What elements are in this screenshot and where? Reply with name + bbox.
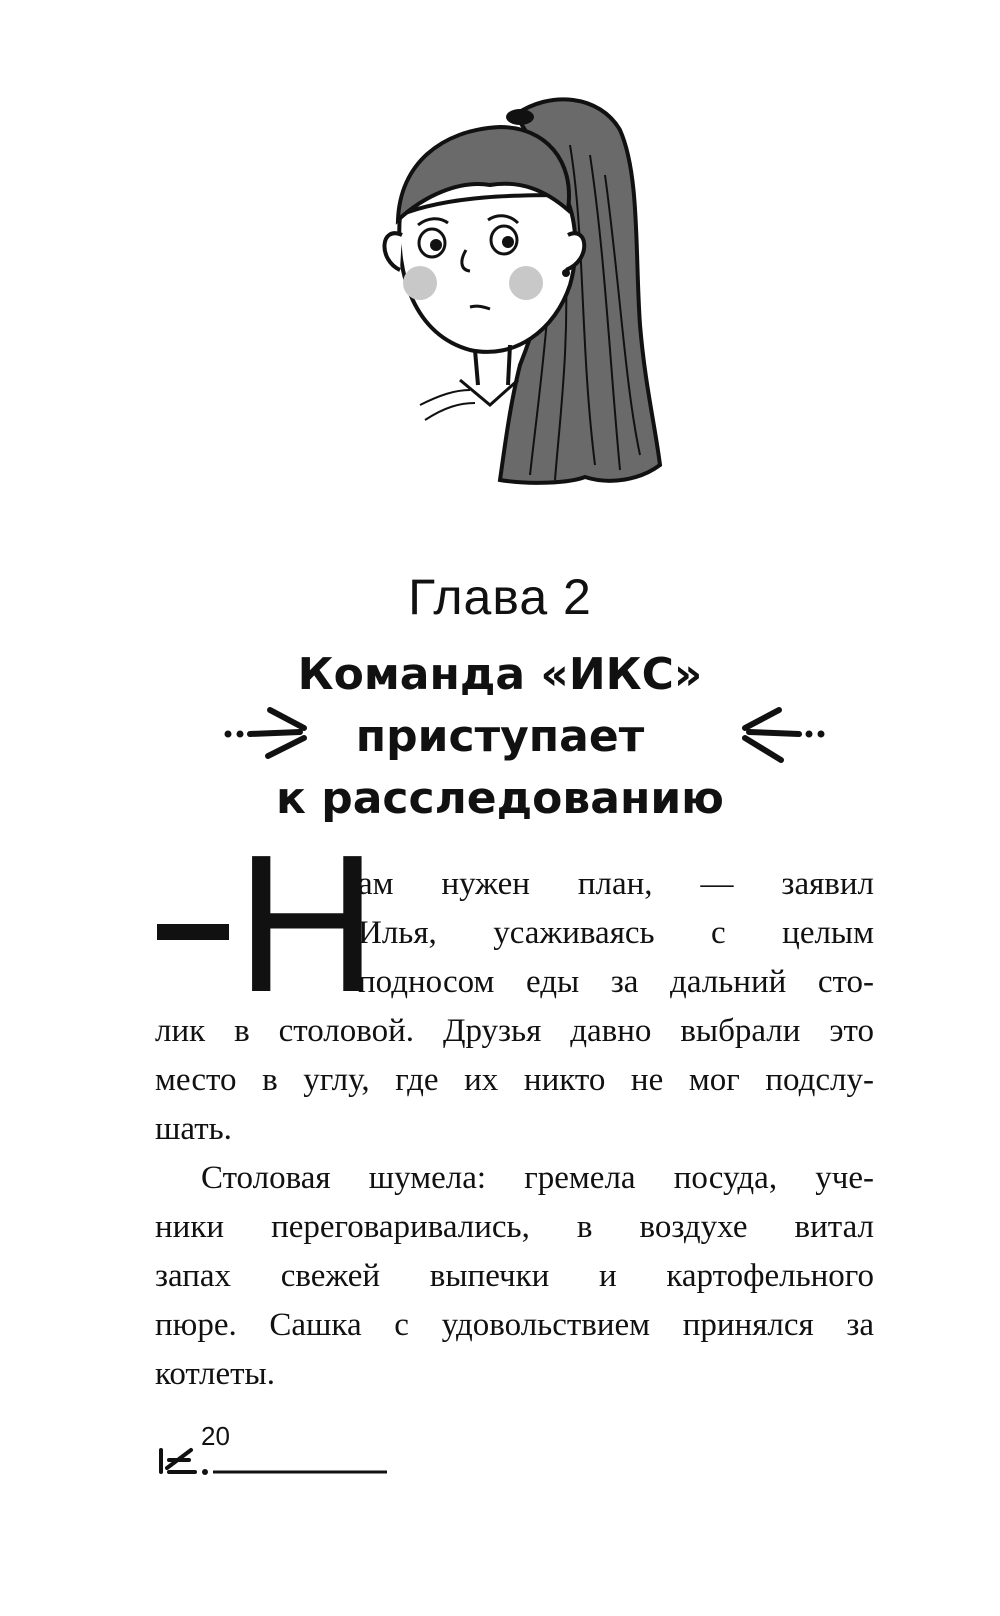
text-line: подносом еды за дальний сто-	[358, 964, 874, 1000]
text-line: ам нужен план, — заявил	[358, 866, 874, 902]
decorative-arrow-left-icon	[735, 700, 825, 770]
text-line: запах свежей выпечки и картофельного	[155, 1258, 874, 1294]
text-line: шать.	[155, 1111, 232, 1147]
chapter-title	[0, 644, 1000, 830]
folio-decoration-icon	[155, 1420, 395, 1480]
chapter-title-line: Команда «ИКС»	[297, 649, 703, 700]
girl-illustration	[370, 85, 680, 505]
text-line: Столовая шумела: гремела посуда, уче-	[201, 1160, 874, 1196]
chapter-title-line: к расследованию	[276, 773, 724, 824]
dropcap-text	[358, 860, 874, 1007]
page-number: 20	[201, 1421, 230, 1451]
text-line: лик в столовой. Друзья давно выбрали это	[155, 1013, 874, 1049]
text-line: котлеты.	[155, 1356, 275, 1392]
chapter-label: Глава 2	[408, 569, 592, 625]
dropcap-letter: Н	[236, 814, 378, 1033]
body-text	[155, 1007, 874, 1399]
text-line: пюре. Сашка с удовольствием принялся за	[155, 1307, 874, 1343]
chapter-title-line: приступает	[355, 711, 645, 762]
text-line: ники переговаривались, в воздухе витал	[155, 1209, 874, 1245]
text-line: место в углу, где их никто не мог подслу-	[155, 1062, 874, 1098]
decorative-arrow-right-icon	[224, 700, 314, 770]
dropcap-dash	[157, 924, 229, 940]
text-line: Илья, усаживаясь с целым	[358, 915, 874, 951]
